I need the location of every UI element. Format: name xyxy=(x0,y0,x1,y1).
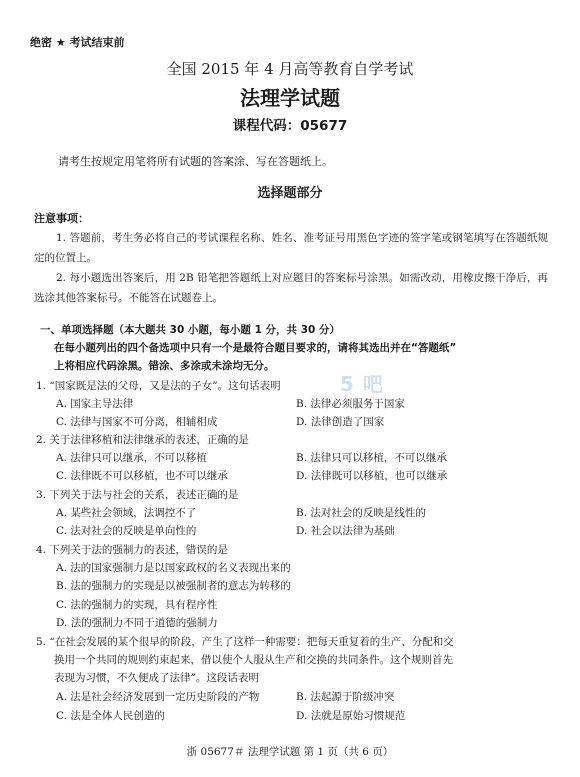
course-code: 课程代码：05677 xyxy=(232,118,348,134)
question-stem: 1. “国家既是法的父母，又是法的子女”。这句话表明 xyxy=(36,380,281,392)
option: A. 国家主导法律 xyxy=(56,398,134,410)
option: C. 法对社会的反映是单向性的 xyxy=(56,525,197,537)
option: D. 法的强制力不同于道德的强制力 xyxy=(56,617,218,629)
option: D. 法律创造了国家 xyxy=(296,416,385,428)
option: B. 法律必须服务于国家 xyxy=(296,398,405,410)
question-stem: 2. 关于法律移植和法律继承的表述，正确的是 xyxy=(36,434,249,446)
confidential-label: 绝密 ★ 考试结束前 xyxy=(30,36,125,49)
question-stem: 3. 下列关于法与社会的关系，表述正确的是 xyxy=(36,489,239,501)
option: D. 法就是原始习惯规范 xyxy=(296,710,406,722)
section-description: 上将相应代码涂黑。错涂、多涂或未涂均无分。 xyxy=(54,360,275,372)
option: C. 法律与国家不可分离，相辅相成 xyxy=(56,416,218,428)
watermark-logo: 5 吧 xyxy=(340,372,384,396)
option: D. 社会以法律为基础 xyxy=(296,525,395,537)
option: C. 法是全体人民创造的 xyxy=(56,710,165,722)
question-stem: 4. 下列关于法的强制力的表述，错误的是 xyxy=(36,544,228,556)
option: A. 某些社会领域，法调控不了 xyxy=(56,507,197,519)
option: D. 法律既可以移植，也可以继承 xyxy=(296,470,448,482)
option: A. 法的国家强制力是以国家政权的名义表现出来的 xyxy=(56,562,291,574)
part-title: 选择题部分 xyxy=(257,186,323,201)
subject-title: 法理学试题 xyxy=(240,86,340,110)
note-item: 1. 答题前，考生务必将自己的考试课程名称、姓名、准考证号用黑色字迹的签字笔或钢笔填写在答题纸规定的位置上。 xyxy=(34,232,548,264)
question-stem: 表现为习惯，不久便成了法律”。这段话表明 xyxy=(54,672,259,684)
exam-title: 全国 2015 年 4 月高等教育自学考试 xyxy=(166,60,414,78)
general-instruction: 请考生按规定用笔将所有试题的答案涂、写在答题纸上。 xyxy=(58,155,333,168)
option: C. 法律既不可以移植，也不可以继承 xyxy=(56,470,228,482)
note-item: 2. 每小题选出答案后，用 2B 铅笔把答题纸上对应题目的答案标号涂黑。如需改动，用橡皮擦干净后，再选涂其他答案标号。不能答在试题卷上。 xyxy=(34,272,548,304)
option: B. 法的强制力的实现是以被强制者的意志为转移的 xyxy=(56,580,291,592)
option: B. 法对社会的反映是线性的 xyxy=(296,507,426,519)
option: B. 法律只可以移植，不可以继承 xyxy=(296,452,447,464)
question-stem: 5. “在社会发展的某个很早的阶段，产生了这样一种需要：把每天重复着的生产、分配和交 xyxy=(36,636,454,648)
page-footer: 浙 05677＃ 法理学试题 第 1 页（共 6 页） xyxy=(186,746,394,758)
notes-heading: 注意事项： xyxy=(34,212,89,225)
option: B. 法起源于阶级冲突 xyxy=(296,691,395,703)
question-stem: 换用一个共同的规则约束起来，借以使个人服从生产和交换的共同条件。这个规则首先 xyxy=(54,654,453,666)
option: A. 法律只可以继承，不可以移植 xyxy=(56,452,207,464)
section-heading: 一、单项选择题（本大题共 30 小题，每小题 1 分，共 30 分） xyxy=(40,324,340,336)
section-description: 在每小题列出的四个备选项中只有一个是最符合题目要求的，请将其选出并在“答题纸” xyxy=(54,342,457,354)
option: A. 法是社会经济发展到一定历史阶段的产物 xyxy=(56,691,260,703)
option: C. 法的强制力的实现，具有程序性 xyxy=(56,599,218,611)
